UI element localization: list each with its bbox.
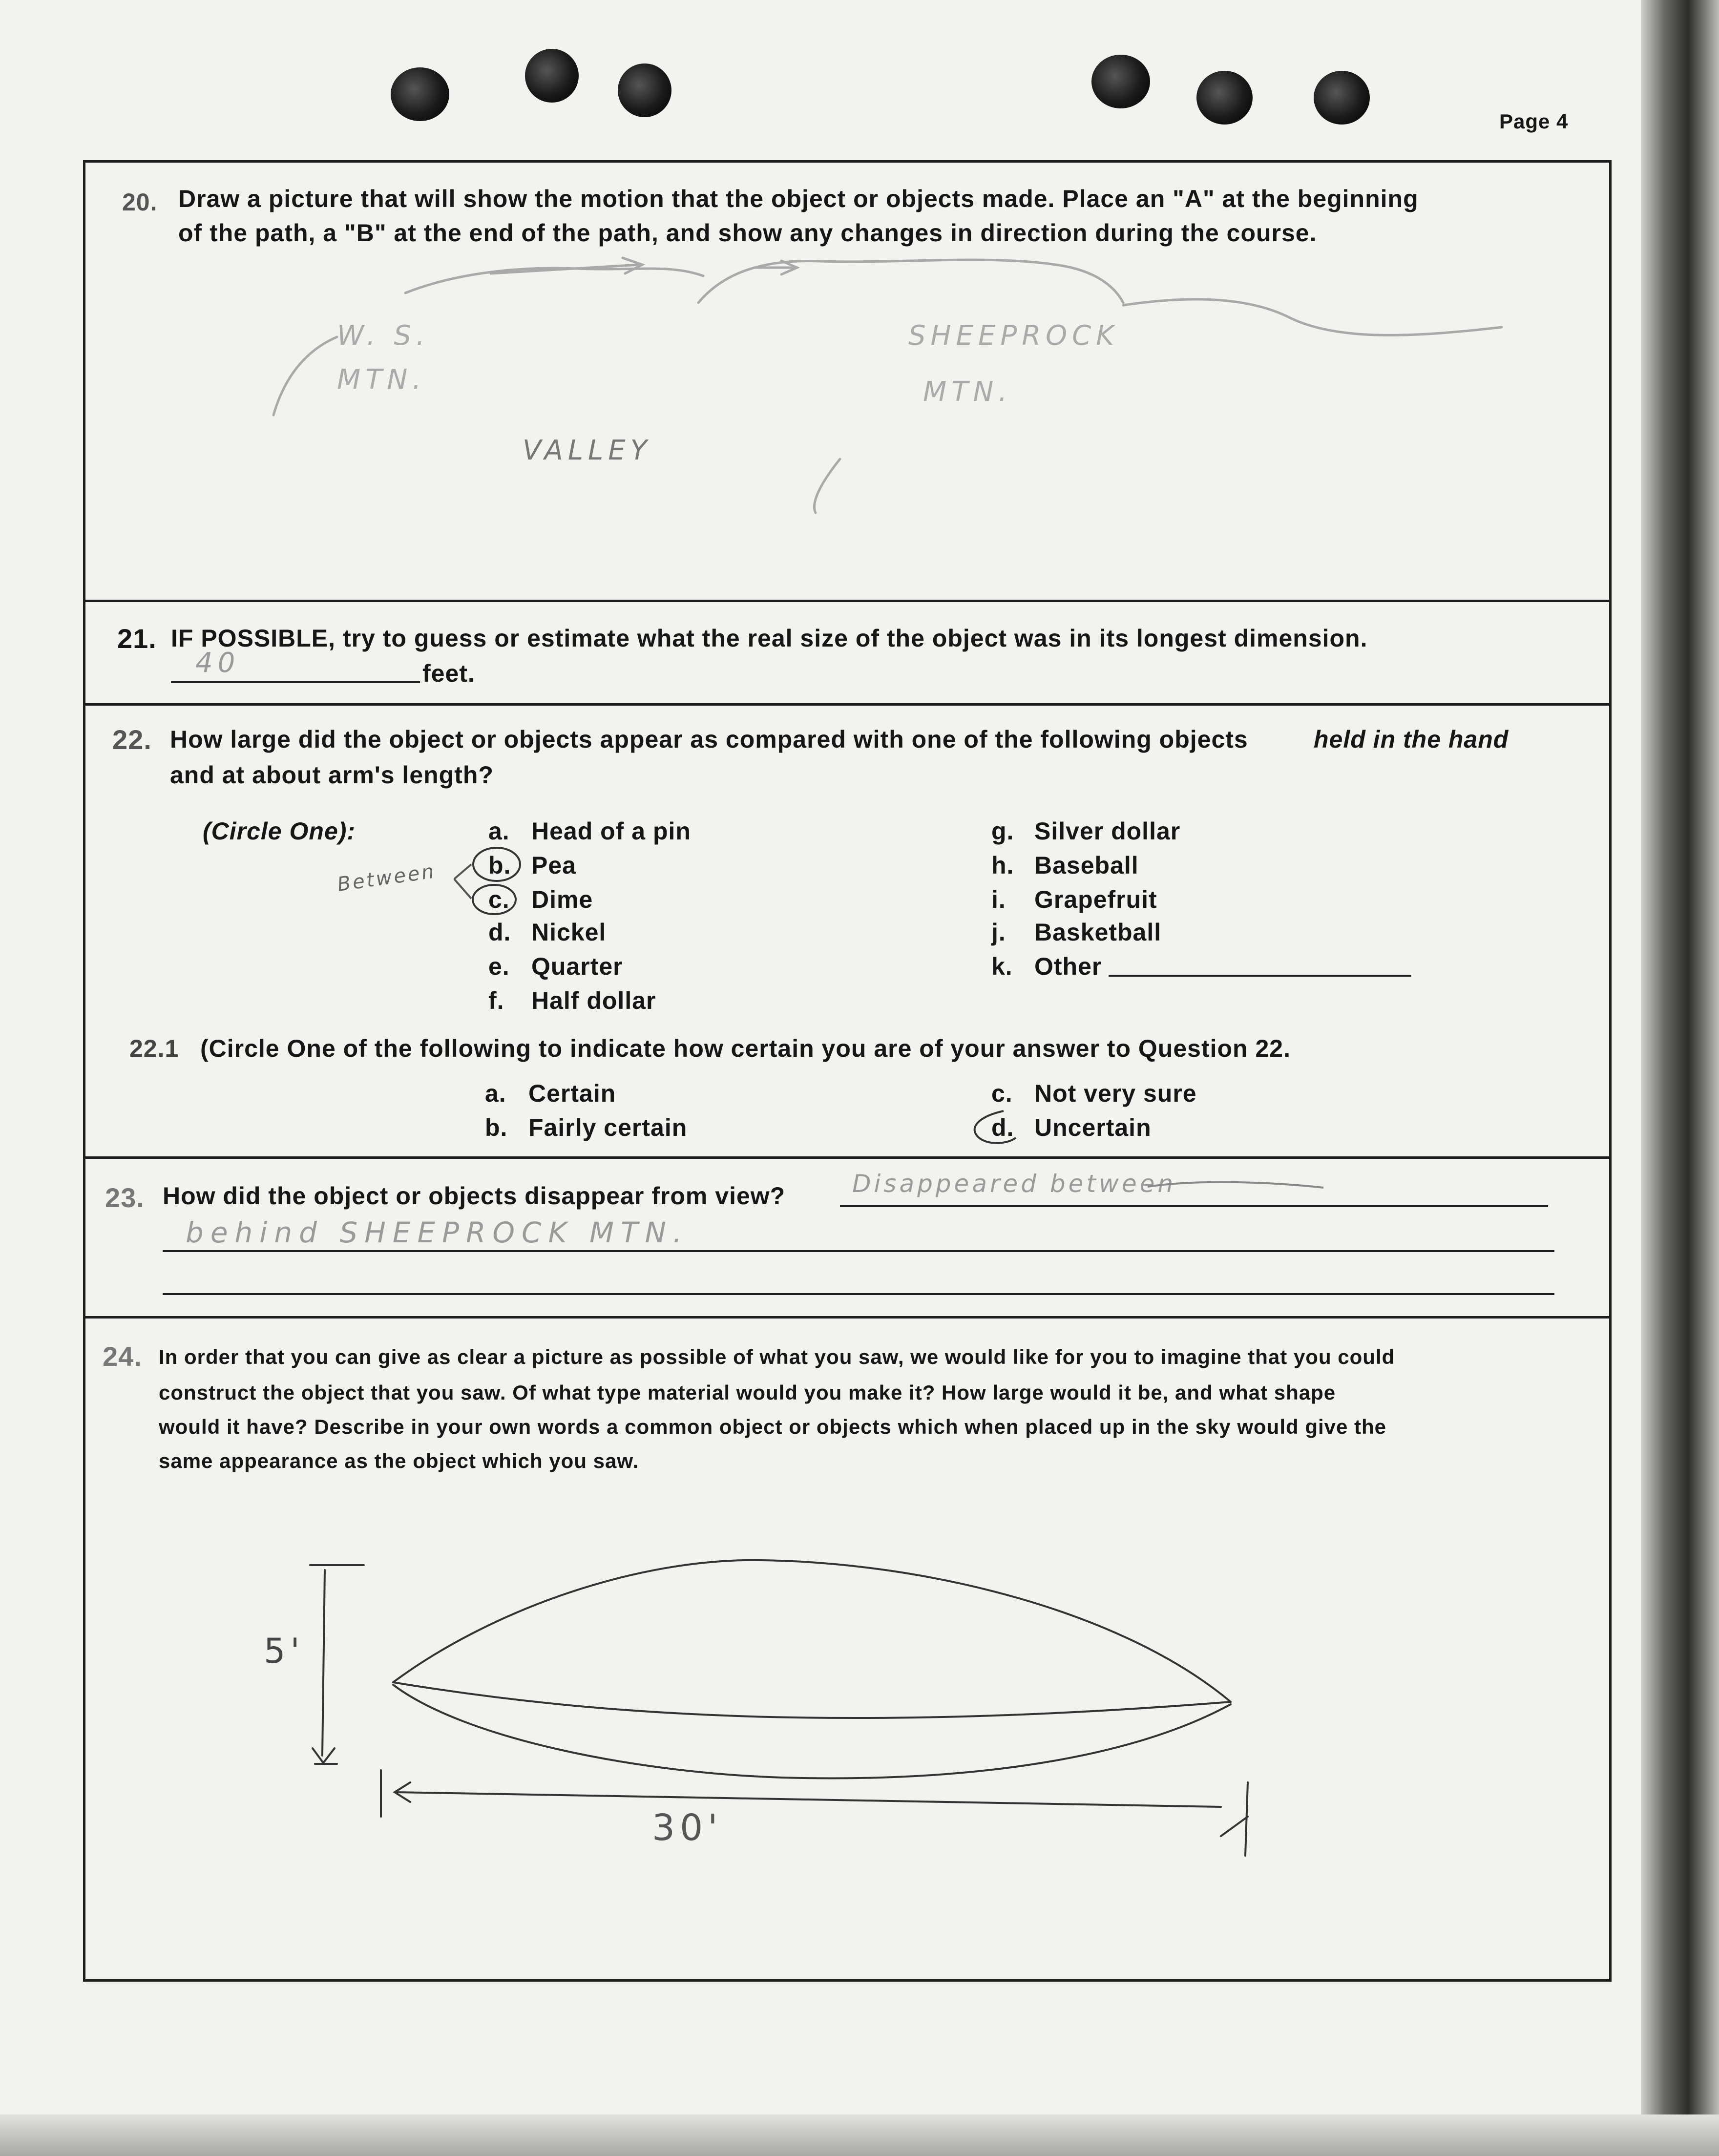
q24-text-line3: would it have? Describe in your own words a common object or objects which when placed up in the sky would give the (159, 1415, 1387, 1438)
q22-circle-mark (473, 848, 520, 881)
q20-mountain-outline (814, 459, 840, 513)
q20-motion-sketch (273, 258, 1502, 513)
q22-number: 22. (112, 724, 152, 755)
q20-sketch-label: VALLEY (523, 435, 652, 466)
q24-object-middle-line (393, 1682, 1231, 1718)
q22-option-h-letter: h. (991, 852, 1014, 879)
q22-option-k-letter: k. (991, 953, 1013, 980)
q20-mountain-outline (1123, 299, 1502, 335)
q22-1-circle-mark (975, 1111, 1016, 1143)
q22-option-k-label: Other (1034, 953, 1102, 980)
q22-option-h-label: Baseball (1034, 852, 1139, 879)
q22-1-option-a-label: Certain (528, 1080, 616, 1107)
q24-number: 24. (103, 1341, 142, 1372)
q20-direction-arrow (491, 258, 642, 273)
q23-strike-mark (1148, 1182, 1323, 1188)
q22-margin-note: Between (335, 860, 438, 896)
q24-object-sketch (310, 1560, 1248, 1856)
q20-text-line1: Draw a picture that will show the motion that the object or objects made. Place an "A" at the beginning (178, 185, 1419, 212)
q22-1-option-c-label: Not very sure (1034, 1080, 1197, 1107)
q22-option-f-letter: f. (488, 987, 504, 1014)
q21-text: IF POSSIBLE, try to guess or estimate what the real size of the object was in its longest dimension. (171, 625, 1368, 652)
q20-sketch-label: MTN. (337, 364, 426, 396)
q22-text-emphasis: held in the hand (1314, 726, 1509, 753)
q22-text-line2: and at about arm's length? (170, 761, 494, 789)
q22-1-option-d-label: Uncertain (1034, 1114, 1152, 1141)
q22-option-d-letter: d. (488, 919, 511, 946)
q22-text-line1: How large did the object or objects appear as compared with one of the following objects (170, 726, 1248, 753)
q22-option-e-label: Quarter (531, 953, 623, 980)
q22-1-option-b-letter: b. (485, 1114, 508, 1141)
q24-height-dimension (310, 1565, 364, 1764)
q22-option-f-label: Half dollar (531, 987, 656, 1014)
q22-option-c-letter: c. (488, 886, 510, 913)
q22-option-j-letter: j. (991, 919, 1006, 946)
q22-option-g-letter: g. (991, 817, 1014, 845)
q24-object-top-outline (393, 1560, 1231, 1702)
q20-motion-path (698, 260, 1123, 303)
q24-sketch-height-label: 5' (264, 1631, 305, 1671)
q22-option-e-letter: e. (488, 953, 510, 980)
q24-text-line1: In order that you can give as clear a picture as possible of what you saw, we would like for you to imagine that you could (159, 1345, 1395, 1368)
q22-1-option-a-letter: a. (485, 1080, 506, 1107)
page-label: Page 4 (1499, 110, 1569, 133)
q24-text-line4: same appearance as the object which you saw. (159, 1449, 639, 1472)
q24-object-bottom-outline (393, 1685, 1231, 1778)
q22-option-d-label: Nickel (531, 919, 607, 946)
q22-option-i-letter: i. (991, 886, 1006, 913)
q23-text: How did the object or objects disappear from view? (163, 1182, 786, 1210)
q22-option-j-label: Basketball (1034, 919, 1162, 946)
q22-1-option-b-label: Fairly certain (528, 1114, 688, 1141)
q20-text-line2: of the path, a "B" at the end of the path, and show any changes in direction during the course. (178, 219, 1317, 247)
q20-motion-path (405, 268, 703, 293)
q22-bracket-mark (454, 864, 471, 899)
q21-answer: 40 (195, 647, 240, 679)
q22-instruction: (Circle One): (203, 817, 356, 845)
q22-circle-mark (473, 885, 516, 914)
q23-answer-line2: behind SHEEPROCK MTN. (186, 1216, 689, 1249)
q22-1-number: 22.1 (129, 1035, 179, 1062)
q20-sketch-label: SHEEPROCK (908, 320, 1119, 352)
q22-1-option-d-letter: d. (991, 1114, 1014, 1141)
q20-mountain-outline (273, 337, 337, 415)
q23-number: 23. (105, 1182, 145, 1213)
q24-length-dimension (381, 1770, 1248, 1856)
q21-number: 21. (117, 623, 157, 654)
q20-sketch-label: W. S. (337, 320, 430, 352)
q22-option-a-label: Head of a pin (531, 817, 691, 845)
q22-option-b-label: Pea (531, 852, 576, 879)
q24-sketch-length-label: 30' (652, 1807, 723, 1849)
q20-number: 20. (122, 188, 158, 216)
q24-text-line2: construct the object that you saw. Of what type material would you make it? How large would it be, and what shape (159, 1381, 1336, 1404)
q22-1-option-c-letter: c. (991, 1080, 1013, 1107)
q22-option-b-letter: b. (488, 852, 511, 879)
q22-1-text: (Circle One of the following to indicate how certain you are of your answer to Question 22. (200, 1035, 1291, 1062)
q22-option-c-label: Dime (531, 886, 593, 913)
q22-option-a-letter: a. (488, 817, 510, 845)
q20-sketch-label: MTN. (923, 376, 1012, 408)
q21-unit: feet. (422, 660, 475, 687)
q23-answer-line1: Disappeared between (852, 1170, 1176, 1198)
q22-option-g-label: Silver dollar (1034, 817, 1181, 845)
q22-option-i-label: Grapefruit (1034, 886, 1157, 913)
